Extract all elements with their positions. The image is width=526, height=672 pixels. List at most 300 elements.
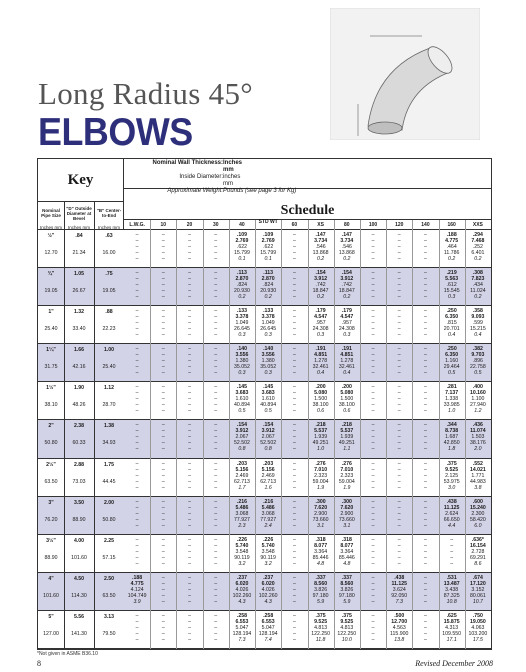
schedule-cell: [150, 346, 176, 376]
schedule-cell: [124, 308, 150, 338]
dash-placeholder: –: [397, 250, 401, 256]
dash-placeholder: –: [188, 504, 191, 511]
schedule-cell: [386, 499, 412, 529]
schedule-cell-value: 1.610: [235, 396, 249, 403]
dash-placeholder: –: [161, 402, 165, 409]
schedule-cell-value: 26.645: [260, 326, 277, 333]
schedule-cell-value: 0.3: [316, 332, 325, 339]
dash-placeholder: –: [214, 618, 218, 625]
schedule-cell-value: .896: [472, 358, 483, 365]
schedule-cell-value: 5.080: [314, 390, 328, 397]
schedule-cell-value: .375: [315, 612, 326, 619]
dash-placeholder: –: [424, 548, 427, 555]
dash-placeholder: –: [135, 536, 139, 543]
dash-placeholder: –: [292, 522, 296, 529]
dash-placeholder: –: [424, 314, 427, 321]
cell-nps: [38, 309, 64, 315]
dash-placeholder: –: [292, 288, 296, 295]
schedule-cell: [465, 575, 491, 605]
cell-nps-mm: 25.40: [44, 326, 58, 333]
dash-placeholder: –: [214, 256, 218, 262]
schedule-cell-value: 3.9: [133, 598, 141, 605]
schedule-cell-value: 1.338: [445, 396, 459, 403]
schedule-cell-value: 13.8: [394, 636, 405, 643]
schedule-cell-value: 10.7: [472, 598, 483, 605]
dash-placeholder: –: [397, 548, 401, 555]
schedule-cell-value: 66.650: [443, 516, 460, 523]
schedule-cell-value: .552: [472, 460, 483, 467]
dash-placeholder: –: [161, 358, 165, 365]
dash-placeholder: –: [135, 422, 139, 429]
schedule-cell: [281, 308, 307, 338]
cell-od-value: 3.50: [73, 499, 85, 506]
schedule-cell-value: 3.152: [471, 586, 485, 593]
schedule-cell-value: .218: [315, 422, 326, 429]
schedule-cell-value: .140: [236, 346, 247, 353]
dash-placeholder: –: [397, 440, 401, 447]
schedule-cell-value: 2.900: [340, 510, 354, 517]
dash-placeholder: –: [135, 250, 139, 256]
schedule-cell-value: 4.026: [235, 586, 249, 593]
schedule-cell-value: .742: [341, 282, 352, 289]
dash-placeholder: –: [424, 618, 427, 625]
schedule-cell: [255, 575, 281, 605]
dash-placeholder: –: [214, 358, 218, 365]
schedule-cell-value: .140: [263, 346, 274, 353]
schedule-cell-value: 9.525: [314, 618, 328, 625]
dash-placeholder: –: [214, 612, 218, 619]
schedule-cell-value: .200: [341, 384, 352, 391]
dash-placeholder: –: [424, 434, 427, 441]
schedule-cell-value: 0.2: [343, 256, 351, 262]
schedule-cell-value: 1.278: [314, 358, 328, 365]
column-divider: [255, 220, 256, 649]
schedule-cell-value: .203: [263, 460, 274, 467]
cell-od-value: 1.66: [73, 347, 85, 354]
cell-nps-value: 3½": [46, 537, 56, 544]
dash-placeholder: –: [188, 352, 191, 359]
dash-placeholder: –: [424, 522, 427, 529]
dash-placeholder: –: [292, 446, 296, 453]
dash-placeholder: –: [371, 472, 375, 479]
dash-placeholder: –: [214, 484, 218, 491]
dash-placeholder: –: [135, 364, 139, 371]
schedule-cell-value: 2.469: [261, 472, 275, 479]
schedule-cell-value: 17.5: [472, 636, 483, 643]
dash-placeholder: –: [371, 536, 375, 543]
dash-placeholder: –: [371, 542, 375, 549]
schedule-cell-value: .200: [315, 384, 326, 391]
schedule-cell-value: 4.775: [130, 580, 144, 587]
dash-placeholder: –: [397, 504, 401, 511]
key-line: [124, 167, 491, 174]
dash-placeholder: –: [424, 574, 427, 581]
dash-placeholder: –: [371, 244, 375, 250]
schedule-cell-value: 15.799: [234, 250, 250, 256]
dash-placeholder: –: [292, 384, 296, 391]
dash-placeholder: –: [161, 288, 165, 295]
dash-placeholder: –: [214, 250, 218, 256]
cell-od: [64, 538, 94, 544]
key-line-value: Pounds (see page 3 for Kg): [223, 188, 297, 194]
schedule-cell: [360, 232, 386, 262]
schedule-cell: [386, 346, 412, 376]
schedule-cell-value: 8.077: [314, 542, 328, 549]
schedule-cell: [334, 308, 360, 338]
dash-placeholder: –: [161, 250, 165, 256]
title-line-2: ELBOWS: [38, 111, 193, 154]
cell-od-value: 2.38: [73, 423, 85, 430]
schedule-col-11: 140: [421, 222, 430, 228]
schedule-cell-value: .957: [341, 320, 352, 327]
dash-placeholder: –: [371, 428, 375, 435]
dash-placeholder: –: [397, 370, 401, 377]
dash-placeholder: –: [188, 326, 191, 333]
dash-placeholder: –: [292, 466, 296, 473]
schedule-cell-value: 5.047: [261, 624, 275, 631]
schedule-cell: [203, 270, 229, 300]
dash-placeholder: –: [135, 554, 139, 561]
dash-placeholder: –: [450, 548, 454, 555]
dash-placeholder: –: [188, 536, 191, 543]
schedule-cell-value: .203: [236, 460, 247, 467]
dash-placeholder: –: [188, 446, 191, 453]
schedule-cell: [229, 270, 255, 300]
schedule-cell-value: 1.7: [238, 484, 246, 491]
dash-placeholder: –: [161, 516, 165, 523]
dash-placeholder: –: [397, 308, 401, 315]
schedule-cell-value: .219: [446, 270, 457, 277]
schedule-cell-value: 53.975: [443, 478, 460, 485]
column-divider: [386, 220, 387, 649]
dash-placeholder: –: [135, 460, 139, 467]
schedule-cell-value: 20.930: [234, 288, 250, 295]
schedule-cell: [203, 232, 229, 262]
dash-placeholder: –: [188, 554, 191, 561]
schedule-cell-value: 5.740: [235, 542, 249, 549]
dash-placeholder: –: [371, 358, 375, 365]
schedule-cell-value: 11.125: [443, 504, 460, 511]
cell-nps-value: 3": [48, 499, 54, 506]
schedule-cell: [308, 613, 334, 643]
dash-placeholder: –: [371, 384, 375, 391]
schedule-cell-value: 5.080: [340, 390, 354, 397]
dash-placeholder: –: [188, 390, 191, 397]
schedule-cell: [465, 346, 491, 376]
schedule-cell-value: .674: [472, 574, 483, 581]
schedule-cell-value: 42.850: [443, 440, 460, 447]
dash-placeholder: –: [292, 592, 296, 599]
schedule-cell-value: 0.6: [316, 408, 325, 415]
dash-placeholder: –: [161, 580, 165, 587]
schedule-cell: [412, 384, 438, 414]
dash-placeholder: –: [371, 460, 375, 467]
dash-placeholder: –: [292, 434, 296, 441]
cell-od-value: 4.00: [73, 537, 85, 544]
schedule-cell-value: 2.900: [314, 510, 328, 517]
dash-placeholder: –: [371, 560, 375, 567]
dash-placeholder: –: [424, 256, 427, 262]
schedule-cell: [439, 232, 465, 262]
schedule-cell-value: 3.548: [235, 548, 249, 555]
dash-placeholder: –: [424, 554, 427, 561]
schedule-cell-value: 1.9: [316, 484, 325, 491]
dash-placeholder: –: [424, 320, 427, 327]
dash-placeholder: –: [214, 244, 218, 250]
cell-nps-value: 1": [48, 309, 54, 316]
schedule-cell-value: 102.260: [232, 592, 252, 599]
key-line: [124, 160, 491, 167]
schedule-cell: [386, 384, 412, 414]
dash-placeholder: –: [161, 276, 165, 283]
dash-placeholder: –: [161, 636, 165, 643]
schedule-cell: [360, 613, 386, 643]
dash-placeholder: –: [397, 332, 401, 339]
schedule-cell-value: 103.200: [468, 630, 488, 637]
cell-b: [94, 385, 124, 391]
schedule-cell-value: 15.240: [469, 504, 486, 511]
dash-placeholder: –: [214, 390, 218, 397]
schedule-cell-value: .216: [236, 498, 247, 505]
dash-placeholder: –: [214, 326, 218, 333]
dash-placeholder: –: [424, 636, 427, 643]
cell-nps-value: 2½": [46, 461, 56, 468]
cell-b-value: 1.75: [103, 461, 115, 468]
dash-placeholder: –: [371, 636, 375, 643]
cell-b-mm: 25.40: [102, 364, 116, 371]
schedule-cell-value: .400: [472, 384, 483, 391]
dash-placeholder: –: [188, 516, 191, 523]
dash-placeholder: –: [161, 484, 165, 491]
schedule-cell-value: 2.323: [340, 472, 354, 479]
dash-placeholder: –: [214, 522, 218, 529]
dash-placeholder: –: [188, 294, 191, 301]
schedule-cell-value: .318: [315, 536, 326, 543]
schedule-cell-value: 52.502: [260, 440, 277, 447]
schedule-cell-value: 0.1: [264, 256, 272, 262]
schedule-cell-value: 3.438: [445, 586, 459, 593]
dash-placeholder: –: [214, 472, 218, 479]
dash-placeholder: –: [424, 466, 427, 473]
schedule-cell-value: 52.502: [234, 440, 250, 447]
schedule-cell: [229, 613, 255, 643]
schedule-cell-value: 15.215: [469, 326, 486, 333]
schedule-cell: [465, 613, 491, 643]
schedule-cell-value: 2.4: [264, 522, 272, 529]
schedule-cell-value: 4.124: [130, 586, 144, 593]
schedule-cell: [176, 613, 202, 643]
dash-placeholder: –: [188, 370, 191, 377]
schedule-cell-value: 0.4: [343, 370, 351, 377]
dash-placeholder: –: [292, 408, 296, 415]
dash-placeholder: –: [214, 384, 218, 391]
schedule-cell-value: 32.461: [312, 364, 329, 371]
schedule-cell: [124, 613, 150, 643]
cell-nps-mm: 50.80: [44, 440, 58, 447]
schedule-cell-value: .191: [341, 346, 352, 353]
schedule-cell-value: 7.137: [445, 390, 459, 397]
dash-placeholder: –: [161, 408, 165, 415]
dash-placeholder: –: [371, 320, 375, 327]
schedule-cell-value: .188: [446, 232, 457, 238]
schedule-cell-value: 5.486: [261, 504, 275, 511]
schedule-cell-value: .612: [446, 282, 457, 289]
dash-placeholder: –: [371, 466, 375, 473]
schedule-cell: [465, 422, 491, 452]
schedule-cell-value: .438: [394, 574, 405, 581]
cell-od-value: 1.32: [73, 309, 85, 316]
dash-placeholder: –: [397, 472, 401, 479]
schedule-cell-value: 15.875: [443, 618, 460, 625]
schedule-cell: [229, 537, 255, 567]
dash-placeholder: –: [214, 478, 218, 485]
schedule-cell-value: 4.3: [238, 598, 246, 605]
dash-placeholder: –: [135, 402, 139, 409]
dash-placeholder: –: [161, 244, 165, 250]
schedule-cell-value: 90.119: [234, 554, 250, 561]
dash-placeholder: –: [371, 440, 375, 447]
schedule-cell-value: 3.068: [261, 510, 275, 517]
dash-placeholder: –: [397, 522, 401, 529]
cell-nps: [38, 347, 64, 353]
dash-placeholder: –: [292, 326, 296, 333]
schedule-cell: [386, 537, 412, 567]
dash-placeholder: –: [397, 320, 401, 327]
cell-nps-value: 4": [48, 575, 54, 582]
schedule-cell-value: 6.0: [474, 522, 482, 529]
key-label: Key: [67, 171, 94, 188]
dash-placeholder: –: [135, 498, 139, 505]
dash-placeholder: –: [161, 630, 165, 637]
dash-placeholder: –: [135, 396, 139, 403]
schedule-cell: [281, 422, 307, 452]
schedule-cell-value: 8.077: [340, 542, 354, 549]
cell-nps-mm: 76.20: [44, 516, 58, 523]
schedule-cell-value: 10.0: [341, 636, 352, 643]
schedule-cell: [150, 232, 176, 262]
schedule-cell-value: 13.487: [443, 580, 460, 587]
schedule-cell-value: 0.3: [238, 332, 246, 339]
dash-placeholder: –: [214, 434, 218, 441]
dash-placeholder: –: [214, 516, 218, 523]
schedule-cell-value: .600: [472, 498, 483, 505]
cell-od: [64, 385, 94, 391]
header-nps-unit: Inches mm: [39, 224, 62, 230]
schedule-cell-value: 1.0: [316, 446, 325, 453]
cell-nps-value: 1½": [46, 385, 56, 392]
dash-placeholder: –: [292, 440, 296, 447]
dash-placeholder: –: [214, 466, 218, 473]
schedule-cell-value: .337: [341, 574, 352, 581]
schedule-cell-value: 6.020: [235, 580, 249, 587]
cell-od-value: 2.88: [73, 461, 85, 468]
schedule-cell: [334, 384, 360, 414]
key-line: [124, 174, 491, 181]
schedule-col-1: 10: [160, 222, 167, 228]
schedule-cell-value: 69.291: [469, 554, 486, 561]
dash-placeholder: –: [188, 466, 191, 473]
schedule-cell-value: 2.067: [235, 434, 249, 441]
dash-placeholder: –: [188, 636, 191, 643]
dash-placeholder: –: [424, 592, 427, 599]
schedule-cell-value: 2.769: [261, 238, 275, 244]
schedule-cell-value: 19.050: [469, 618, 486, 625]
schedule-cell-value: 80.061: [469, 592, 486, 599]
schedule-cell: [281, 575, 307, 605]
schedule-cell: [334, 461, 360, 491]
schedule-cell: [360, 537, 386, 567]
dash-placeholder: –: [135, 484, 139, 491]
schedule-cell-value: 3.912: [261, 428, 275, 435]
schedule-col-2: 20: [186, 222, 193, 228]
schedule-cell-value: 3.734: [314, 238, 328, 244]
dash-placeholder: –: [424, 440, 427, 447]
column-divider: [465, 220, 466, 649]
schedule-cell-value: .191: [315, 346, 326, 353]
dash-placeholder: –: [161, 560, 165, 567]
dash-placeholder: –: [397, 516, 401, 523]
dash-placeholder: –: [214, 580, 218, 587]
schedule-col-6: 60: [291, 222, 298, 228]
schedule-cell-value: .742: [315, 282, 326, 289]
dash-placeholder: –: [292, 282, 296, 289]
dash-placeholder: –: [292, 232, 296, 238]
dash-placeholder: –: [188, 408, 191, 415]
schedule-cell-value: 7.468: [471, 238, 485, 244]
dash-placeholder: –: [188, 308, 191, 315]
schedule-cell: [439, 613, 465, 643]
schedule-cell-value: 35.052: [234, 364, 250, 371]
dash-placeholder: –: [135, 630, 139, 637]
schedule-cell-value: 59.004: [312, 478, 329, 485]
schedule-cell-value: 32.461: [338, 364, 355, 371]
dash-placeholder: –: [371, 484, 375, 491]
schedule-cell-value: 0.3: [264, 332, 272, 339]
schedule-cell-value: 6.350: [445, 314, 459, 321]
schedule-cell-value: .824: [263, 282, 274, 289]
schedule-cell-value: .546: [315, 244, 326, 250]
dash-placeholder: –: [397, 256, 401, 262]
dash-placeholder: –: [188, 618, 191, 625]
cell-b: [94, 576, 124, 582]
schedule-cell: [334, 613, 360, 643]
cell-nps-value: 5": [48, 613, 54, 620]
dash-placeholder: –: [371, 408, 375, 415]
cell-od-mm: 48.26: [72, 402, 86, 409]
dash-placeholder: –: [371, 390, 375, 397]
schedule-cell: [255, 613, 281, 643]
dash-placeholder: –: [161, 624, 165, 631]
schedule-cell: [308, 232, 334, 262]
dash-placeholder: –: [214, 586, 218, 593]
dash-placeholder: –: [135, 440, 139, 447]
schedule-cell-value: 6.401: [471, 250, 485, 256]
header-ctoe-unit: Inches mm: [97, 224, 120, 230]
schedule-cell-value: 4.813: [314, 624, 328, 631]
dash-placeholder: –: [188, 276, 191, 283]
schedule-cell-value: 5.047: [235, 624, 249, 631]
column-divider: [203, 220, 204, 649]
schedule-cell-value: 16.154: [469, 542, 486, 549]
header-ctoe: "B" Center- to-End: [96, 208, 122, 218]
schedule-cell-value: 4.775: [445, 238, 459, 244]
schedule-cell-value: .815: [446, 320, 457, 327]
cell-od: [64, 614, 94, 620]
dash-placeholder: –: [161, 598, 165, 605]
schedule-cell-value: 27.940: [469, 402, 486, 409]
schedule-cell: [176, 575, 202, 605]
schedule-cell-value: 0.2: [474, 256, 482, 262]
